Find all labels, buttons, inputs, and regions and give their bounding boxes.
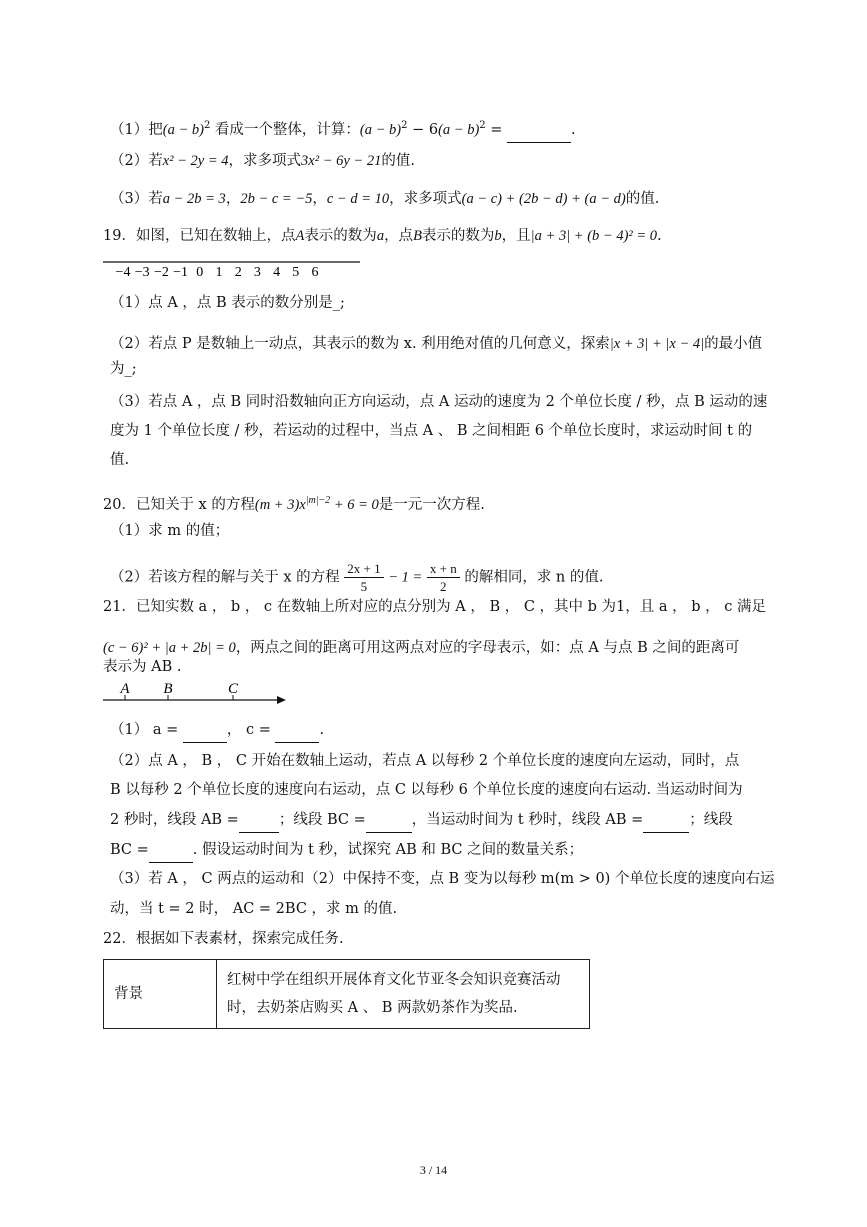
q21-line3: 表示为 AB . xyxy=(103,659,182,675)
axis-tick-label: 2 xyxy=(234,265,242,280)
axis-tick-label: −2 xyxy=(153,265,169,280)
q18-part3: （3）若a − 2b = 3，2b − c = −5，c − d = 10，求多项式(a − c) + (2b − d) + (a − d)的值. xyxy=(110,191,660,207)
point-label: B xyxy=(163,681,173,697)
q20-stem: 20．已知关于 x 的方程$(m + 3)x^{|m|-2} + 6 = 0$是一元一次方程. xyxy=(103,495,485,513)
answer-blank-c xyxy=(275,722,319,743)
fraction-2: $\frac{x + n}{2}$ xyxy=(427,560,460,595)
q21-part2-l1: （2）点 A ， B ， C 开始在数轴上运动，若点 A 以每秒 2 个单位长度的速度向左运动，同时，点 xyxy=(110,753,740,769)
point-label: A xyxy=(120,681,130,697)
table-cell-label: 背景 xyxy=(104,960,217,1029)
table-row xyxy=(104,960,590,1029)
q19-part3-l3: 值. xyxy=(110,452,130,468)
q19-stem: 19．如图，已知在数轴上，点A表示的数为a，点B表示的数为b，且|a + 3| + (b − 4)² = 0. xyxy=(103,228,662,244)
point-label: C xyxy=(227,681,239,697)
q18-part2: （2）若x² − 2y = 4，求多项式3x² − 6y − 21的值. xyxy=(110,153,415,169)
axis-tick-label: 6 xyxy=(311,265,319,280)
q20-part2: （2）若该方程的解与关于 x 的方程 $\frac{2x + 1}{5}$ − 1 = $\frac{x + n}{2}$ 的解相同，求 n 的值. xyxy=(110,561,604,594)
fraction-1: $\frac{2x + 1}{5}$ xyxy=(344,560,383,595)
q20-part1: （1）求 m 的值； xyxy=(110,523,230,539)
axis-tick-label: −3 xyxy=(134,265,150,280)
q19-part2: （2）若点 P 是数轴上一动点，其表示的数为 x. 利用绝对值的几何意义，探索|x + 3| + |x − 4|的最小值 xyxy=(110,336,763,352)
q21-part3-l2: 动，当 t = 2 时， AC = 2BC ，求 m 的值. xyxy=(110,901,398,917)
q19-part1: （1）点 A ，点 B 表示的数分别是_; xyxy=(110,295,345,311)
answer-blank-bc xyxy=(366,812,412,833)
axis-tick-label: 5 xyxy=(292,265,300,280)
q21-part2-l2: B 以每秒 2 个单位长度的速度向右运动，点 C 以每秒 6 个单位长度的速度向右运动. 当运动时间为 xyxy=(110,782,743,798)
axis-tick-label: 1 xyxy=(215,265,223,280)
table-cell-content: 红树中学在组织开展体育文化节亚冬会知识竞赛活动 时，去奶茶店购买 A 、 B 两款奶茶作为奖品. xyxy=(217,960,590,1029)
q21-line1: 21．已知实数 a ， b ， c 在数轴上所对应的点分别为 A ， B ， C ，其中 b 为1，且 a ， b ， c 满足 xyxy=(103,599,766,615)
axis-tick-label: 0 xyxy=(196,265,204,280)
axis-tick-label: −4 xyxy=(115,265,131,280)
answer-blank-ab xyxy=(239,812,279,833)
axis-tick-label: 3 xyxy=(253,265,261,280)
answer-blank-bc-t xyxy=(149,842,193,863)
q21-part1: （1） a = ， c = . xyxy=(110,720,324,743)
answer-blank xyxy=(507,122,571,143)
materials-table xyxy=(103,959,590,1029)
answer-blank-ab-t xyxy=(643,812,689,833)
number-line-21 xyxy=(100,680,290,710)
q19-part3-l2: 度为 1 个单位长度 / 秒，若运动的过程中，当点 A 、 B 之间相距 6 个单位长度时，求运动时间 t 的 xyxy=(110,423,753,439)
q22-stem: 22．根据如下表素材，探索完成任务. xyxy=(103,931,344,947)
q21-part2-l3: 2 秒时，线段 AB = ；线段 BC = ，当运动时间为 t 秒时，线段 AB = ；线段 xyxy=(110,810,733,833)
page-number: 3 / 14 xyxy=(419,1163,448,1177)
q21-line2: (c − 6)² + |a + 2b| = 0，两点之间的距离可用这两点对应的字母表示，如：点 A 与点 B 之间的距离可 xyxy=(103,640,740,656)
axis-tick-label: 4 xyxy=(273,265,281,280)
number-line-19 xyxy=(100,252,360,282)
axis-tick-label: −1 xyxy=(173,265,189,280)
q21-part3-l1: （3）若 A ， C 两点的运动和（2）中保持不变，点 B 变为以每秒 m(m > 0) 个单位长度的速度向右运 xyxy=(110,871,775,887)
q18-part1: （1）把$(a - b)^2$ 看成一个整体，计算：$(a - b)^2 - 6(a - b)^2$ = . xyxy=(110,116,576,143)
answer-blank-a xyxy=(183,722,227,743)
q21-part2-l4: BC = . 假设运动时间为 t 秒，试探究 AB 和 BC 之间的数量关系； xyxy=(110,840,583,863)
q19-part3-l1: （3）若点 A ，点 B 同时沿数轴向正方向运动，点 A 运动的速度为 2 个单位长度 / 秒，点 B 运动的速 xyxy=(110,394,768,410)
q19-part2-cont: 为_; xyxy=(110,361,137,377)
